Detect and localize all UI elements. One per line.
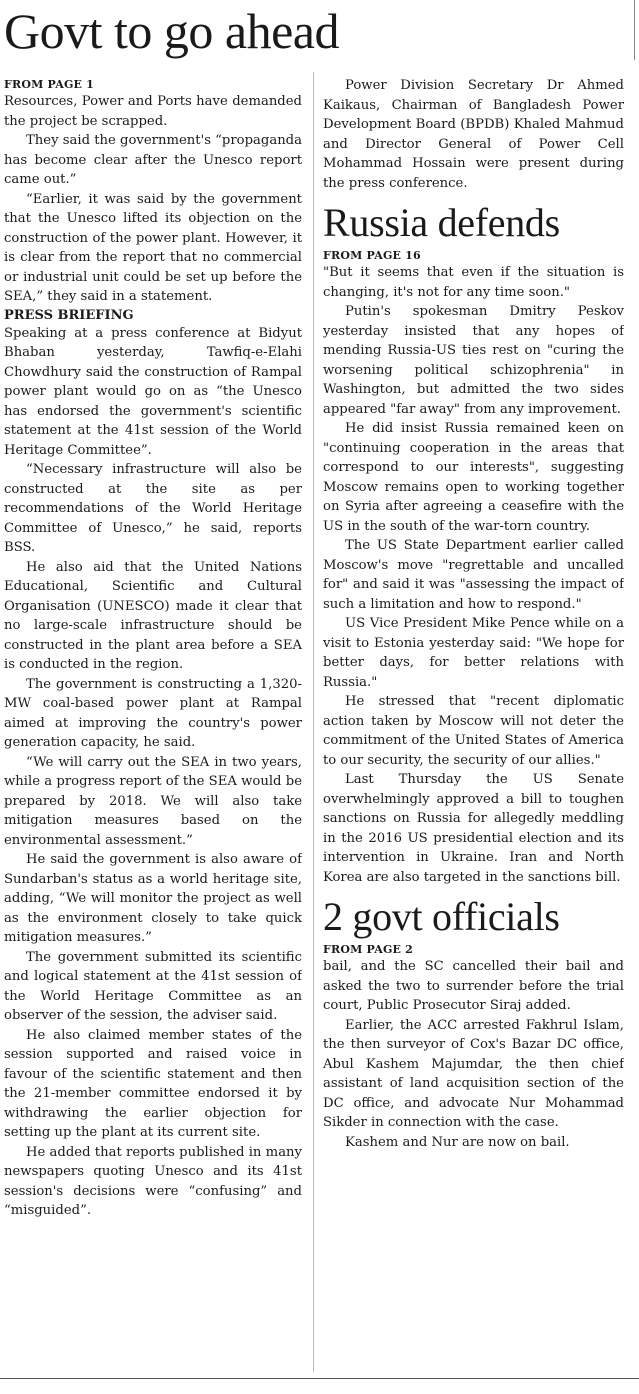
main-story-column-left bbox=[4, 76, 302, 1384]
story-paragraph: He stressed that "recent diplomatic action taken by Moscow will not deter the commitment of the United States of America to our security, the security of our allies." bbox=[323, 694, 624, 768]
story-paragraph: He added that reports published in many newspapers quoting Unesco and its 41st session's decisions were “confusing” and “misguided”. bbox=[4, 1144, 302, 1218]
story-paragraph: Earlier, the ACC arrested Fakhrul Islam, the then surveyor of Cox's Bazar DC office, Abul Kashem Majumdar, the then chief assistant of land acquisition section of the DC office, and advocate Nur Mohammad Sikder in connection with the case. bbox=[323, 1017, 624, 1130]
press-briefing-subhead: PRESS BRIEFING bbox=[4, 307, 134, 323]
column-rule bbox=[634, 0, 635, 60]
story-paragraph: Putin's spokesman Dmitry Peskov yesterday insisted that any hopes of mending Russia-US ties rest on "curing the worsening political schizophrenia" in Washington, but admitted the two sides appeared "far away" from any improvement. bbox=[323, 304, 624, 417]
story-paragraph: Resources, Power and Ports have demanded the project be scrapped. bbox=[4, 94, 302, 129]
story-paragraph: "But it seems that even if the situation is changing, it's not for any time soon." bbox=[323, 265, 624, 300]
russia-story-headline: Russia defends bbox=[323, 200, 560, 245]
russia-story-kicker: FROM PAGE 16 bbox=[323, 249, 421, 262]
story-paragraph: Kashem and Nur are now on bail. bbox=[345, 1134, 570, 1150]
right-column bbox=[323, 76, 624, 1372]
story-paragraph: He also claimed member states of the session supported and raised voice in favour of the scientific statement and then the 21-member committee endorsed it by withdrawing the earlier objection for setting up the plant at its current site. bbox=[4, 1027, 302, 1140]
story-paragraph: “We will carry out the SEA in two years, while a progress report of the SEA would be prepared by 2018. We will also take mitigation measures based on the environmental assessment.” bbox=[4, 754, 302, 848]
officials-story-kicker: FROM PAGE 2 bbox=[323, 943, 414, 956]
story-paragraph: “Earlier, it was said by the government that the Unesco lifted its objection on the construction of the power plant. However, it is clear from the report that no commercial or industrial unit could be set up before the SEA,” they said in a statement. bbox=[4, 191, 302, 304]
story-paragraph: The government is constructing a 1,320-MW coal-based power plant at Rampal aimed at improving the country's power generation capacity, he said. bbox=[4, 676, 302, 750]
story-paragraph: The government submitted its scientific and logical statement at the 41st session of the World Heritage Committee as an observer of the session, the adviser said. bbox=[4, 949, 302, 1023]
story-paragraph: “Necessary infrastructure will also be constructed at the site as per recommendations of the World Heritage Committee of Unesco,” he said, reports BSS. bbox=[4, 462, 302, 555]
story-paragraph: The US State Department earlier called Moscow's move "regrettable and uncalled for" and said it was "assessing the impact of such a limitation and how to respond." bbox=[323, 538, 624, 612]
page-title: Govt to go ahead bbox=[4, 3, 339, 59]
story-paragraph: He said the government is also aware of Sundarban's status as a world heritage site, adding, “We will monitor the project as well as the environment closely to take quick mitigation measures.” bbox=[4, 852, 302, 945]
story-paragraph: He also aid that the United Nations Educational, Scientific and Cultural Organisation (UNESCO) made it clear that no large-scale infrastructure should be constructed in the plant area before a SEA is conducted in the region. bbox=[4, 559, 302, 672]
main-story-kicker: FROM PAGE 1 bbox=[4, 78, 95, 91]
story-paragraph: They said the government's “propaganda has become clear after the Unesco report came out.” bbox=[4, 133, 302, 187]
story-paragraph: Speaking at a press conference at Bidyut Bhaban yesterday, Tawfiq-e-Elahi Chowdhury said the construction of Rampal power plant would go on as “the Unesco has endorsed the government's scientific statement at the 41st session of the World Heritage Committee”. bbox=[4, 325, 302, 458]
officials-story-headline: 2 govt officials bbox=[323, 894, 560, 939]
story-paragraph: US Vice President Mike Pence while on a visit to Estonia yesterday said: "We hope for better days, for better relations with Russia." bbox=[323, 616, 624, 690]
bottom-rule bbox=[0, 1378, 639, 1379]
column-divider bbox=[313, 72, 314, 1372]
story-paragraph: bail, and the SC cancelled their bail and asked the two to surrender before the trial court, Public Prosecutor Siraj added. bbox=[323, 959, 624, 1013]
story-paragraph: He did insist Russia remained keen on "continuing cooperation in the areas that correspond to our interests", suggesting Moscow remains open to working together on Syria after agreeing a ceasefire with the US in the south of the war-torn country. bbox=[323, 421, 624, 534]
story-paragraph: Power Division Secretary Dr Ahmed Kaikaus, Chairman of Bangladesh Power Development Board (BPDB) Khaled Mahmud and Director General of Power Cell Mohammad Hossain were present during the press conference. bbox=[323, 78, 624, 191]
story-paragraph: Last Thursday the US Senate overwhelmingly approved a bill to toughen sanctions on Russia for allegedly meddling in the 2016 US presidential election and its intervention in Ukraine. Iran and North Korea are also targeted in the sanctions bill. bbox=[323, 772, 624, 885]
